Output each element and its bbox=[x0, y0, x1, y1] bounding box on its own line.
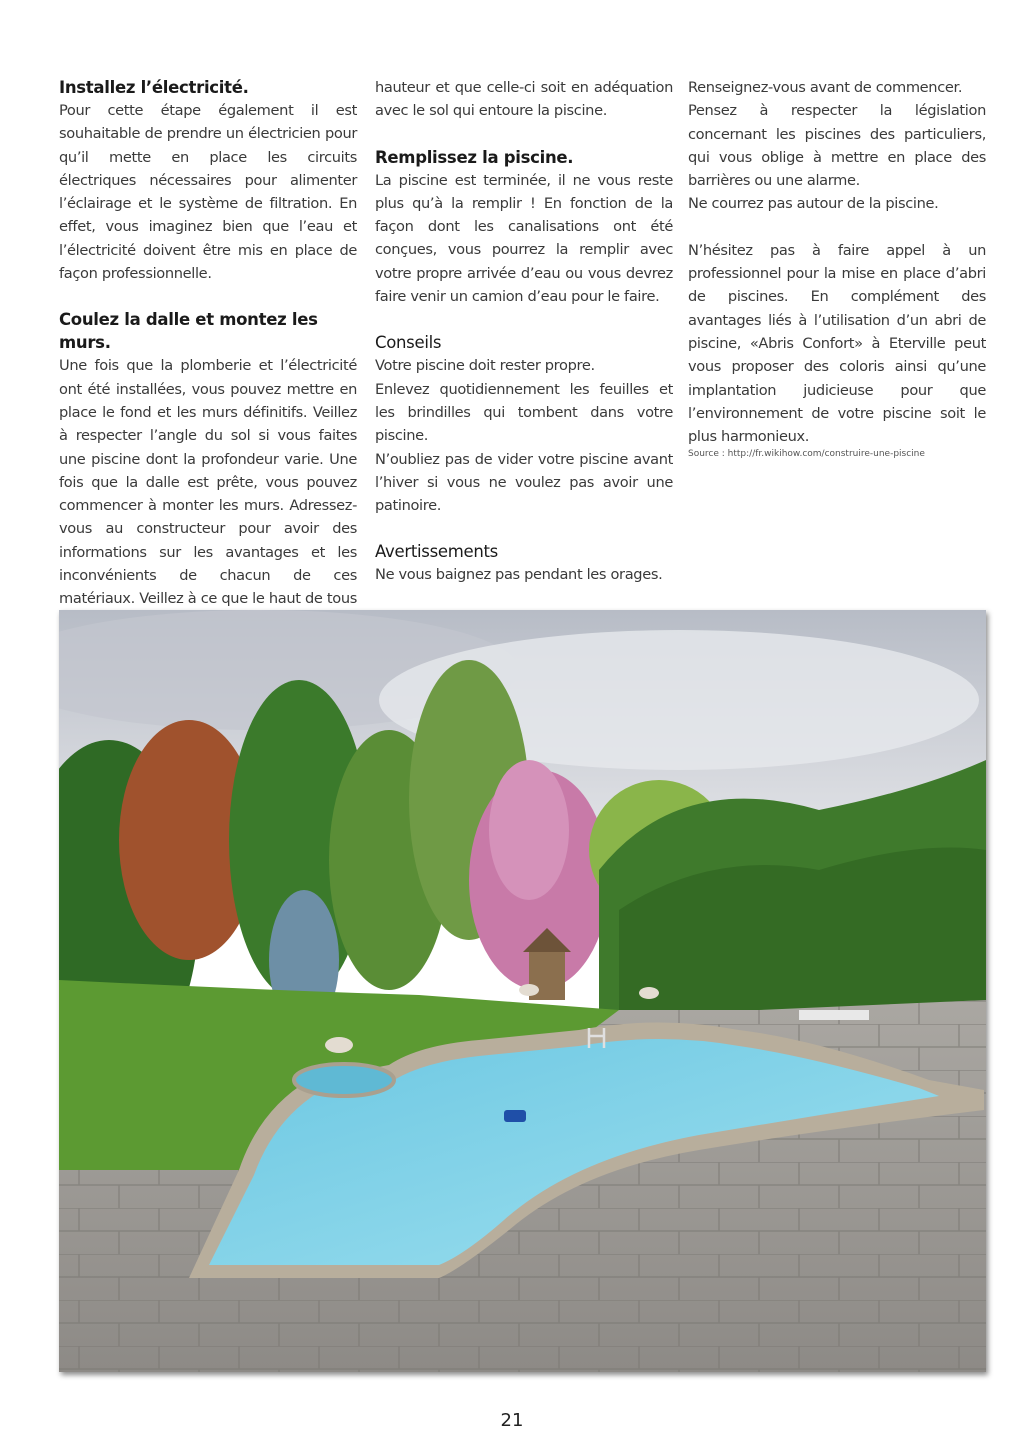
source-credit: Source : http://fr.wikihow.com/construire-une-piscine bbox=[688, 449, 925, 460]
avertissement-line: Pensez à respecter la législation concernant les piscines des particuliers, qui vous oblige à mettre en place des barrières ou une alarme. bbox=[688, 102, 986, 190]
avertissement-line: Ne courrez pas autour de la piscine. bbox=[688, 195, 939, 213]
heading-avertissements: Avertissements bbox=[375, 542, 498, 562]
pool-cleaner bbox=[504, 1110, 526, 1122]
heading-remplissez: Remplissez la piscine. bbox=[375, 147, 574, 167]
column-2 bbox=[375, 76, 673, 587]
paragraph-abris: N’hésitez pas à faire appel à un professionnel pour la mise en place d’abri de piscines. En complément des avantages liés à l’utilisation d’un abri de piscine, «Abris Confort» à Eterville peut vous proposer des coloris ainsi qu’une implantation judicieuse pour que l’environnement de votre piscine soit le plus harmonieux. bbox=[688, 241, 986, 446]
column-1 bbox=[59, 76, 357, 634]
page-number: 21 bbox=[500, 1410, 524, 1431]
heading-dalle-murs: Coulez la dalle et montez les murs. bbox=[59, 310, 318, 353]
paragraph-dalle-murs: Une fois que la plomberie et l’électricité ont été installées, vous pouvez mettre en place le fond et les murs définitifs. Veillez à respecter l’angle du sol si vous faites une piscine dont la profondeur varie. Une fois que la dalle est prête, vous pouvez commencer à monter les murs. Adressez-vous au constructeur pour avoir des informations sur les avantages et les inconvénients de chacun de ces matériaux. Veillez à ce que le haut de tous bbox=[59, 357, 357, 608]
conseil-line: Votre piscine doit rester propre. bbox=[375, 357, 595, 375]
conseil-line: N’oubliez pas de vider votre piscine avant l’hiver si vous ne voulez pas avoir une patinoire. bbox=[375, 450, 673, 515]
conseil-line: Enlevez quotidiennement les feuilles et les brindilles qui tombent dans votre piscine. bbox=[375, 380, 673, 445]
pool-photo bbox=[59, 610, 986, 1372]
column-3 bbox=[688, 76, 986, 460]
spa bbox=[294, 1064, 394, 1096]
paragraph-continuation: hauteur et que celle-ci soit en adéquation avec le sol qui entoure la piscine. bbox=[375, 79, 673, 120]
heading-electricite: Installez l’électricité. bbox=[59, 78, 249, 97]
paragraph-avertissements: Ne vous baignez pas pendant les orages. bbox=[375, 566, 663, 584]
diving-board bbox=[799, 1010, 869, 1020]
heading-conseils: Conseils bbox=[375, 333, 442, 353]
avertissement-line: Renseignez-vous avant de commencer. bbox=[688, 79, 963, 96]
paragraph-electricite: Pour cette étape également il est souhaitable de prendre un électricien pour qu’il mette en place les circuits électriques nécessaires pour alimenter l’éclairage et le système de filtration. En effet, vous imaginez bien que l’eau et l’électricité doivent être mis en place de façon professionnelle. bbox=[59, 102, 357, 283]
paragraph-remplissez: La piscine est terminée, il ne vous reste plus qu’à la remplir ! En fonction de la façon dont les canalisations ont été conçues, vous pourrez la remplir avec votre propre arrivée d’eau ou vous devrez faire venir un camion d’eau pour le faire. bbox=[375, 171, 673, 306]
